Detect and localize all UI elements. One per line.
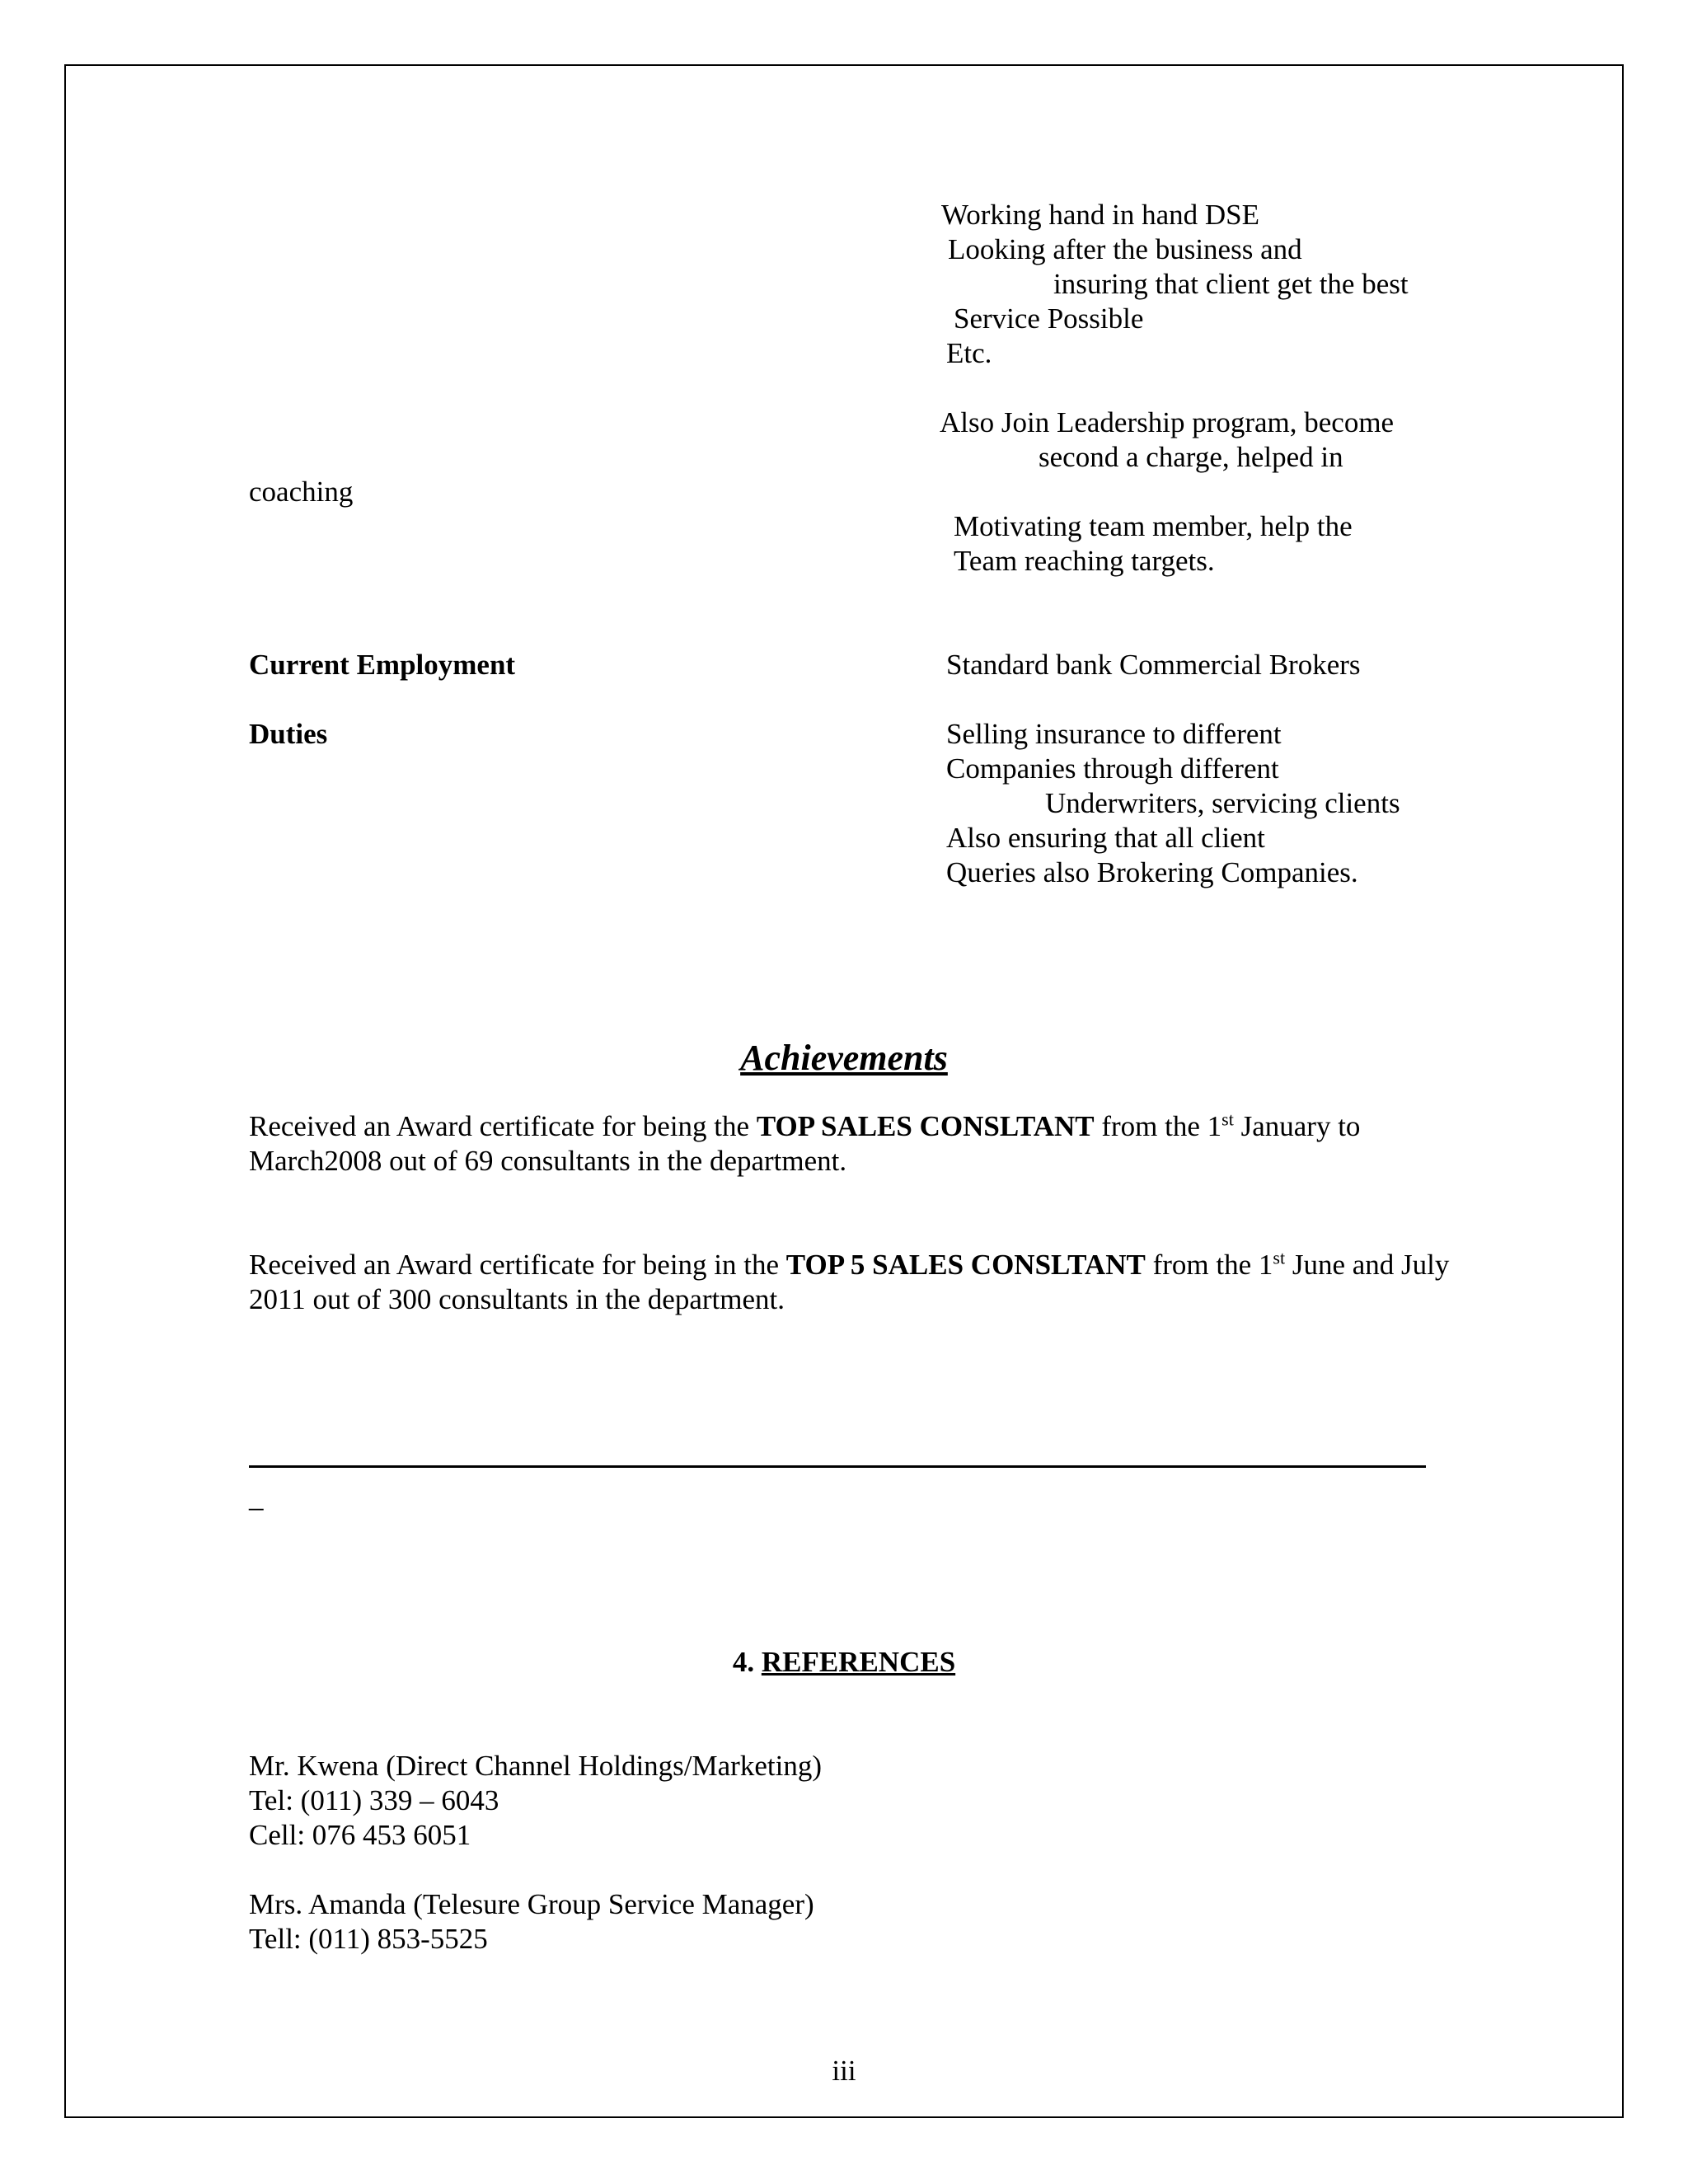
duties-line: Queries also Brokering Companies. bbox=[946, 856, 1358, 888]
achievement-text: June and July 2011 out of 300 consultants in the department. bbox=[249, 1249, 1450, 1315]
experience-line: Looking after the business and bbox=[948, 233, 1302, 265]
employment-label: Current Employment bbox=[249, 649, 516, 681]
experience-line: Working hand in hand DSE bbox=[941, 199, 1260, 231]
section-number: 4. bbox=[732, 1646, 755, 1678]
reference-line: Cell: 076 453 6051 bbox=[249, 1819, 471, 1851]
employment-value: Standard bank Commercial Brokers bbox=[946, 649, 1361, 681]
experience-line: coaching bbox=[249, 476, 354, 508]
achievement-text: from the 1 bbox=[1145, 1249, 1273, 1281]
experience-line: insuring that client get the best bbox=[1053, 268, 1409, 300]
experience-line: Team reaching targets. bbox=[954, 545, 1215, 577]
experience-line: Motivating team member, help the bbox=[954, 510, 1353, 542]
achievement-text: Received an Award certificate for being in the bbox=[249, 1249, 786, 1281]
duties-line: Companies through different bbox=[946, 752, 1279, 785]
page-number: iii bbox=[832, 2055, 856, 2087]
ordinal-suffix: st bbox=[1221, 1108, 1234, 1130]
separator-line bbox=[249, 1465, 1426, 1468]
duties-line: Underwriters, servicing clients bbox=[1045, 787, 1400, 819]
duties-line: Also ensuring that all client bbox=[946, 822, 1265, 854]
section-title: REFERENCES bbox=[761, 1646, 956, 1678]
achievement-text: from the 1 bbox=[1094, 1110, 1222, 1142]
achievement-text: Received an Award certificate for being the bbox=[249, 1110, 757, 1142]
reference-line: Tell: (011) 853-5525 bbox=[249, 1923, 488, 1955]
achievement-item bbox=[249, 1248, 1452, 1317]
achievement-item bbox=[249, 1109, 1452, 1179]
reference-line: Mrs. Amanda (Telesure Group Service Manager) bbox=[249, 1888, 814, 1920]
achievement-text: January to March2008 out of 69 consultants in the department. bbox=[249, 1110, 1361, 1177]
achievements-heading: Achievements bbox=[740, 1038, 948, 1078]
reference-line: Mr. Kwena (Direct Channel Holdings/Marketing) bbox=[249, 1750, 822, 1782]
experience-line: second a charge, helped in bbox=[1039, 441, 1343, 473]
references-heading bbox=[0, 1645, 1688, 1680]
separator-trailing: _ bbox=[249, 1481, 264, 1513]
ordinal-suffix: st bbox=[1273, 1247, 1286, 1268]
achievement-title: TOP SALES CONSLTANT bbox=[756, 1110, 1095, 1142]
experience-line: Also Join Leadership program, become bbox=[940, 406, 1395, 438]
experience-line: Service Possible bbox=[954, 302, 1144, 335]
duties-line: Selling insurance to different bbox=[946, 718, 1282, 750]
achievement-title: TOP 5 SALES CONSLTANT bbox=[785, 1249, 1146, 1281]
reference-line: Tel: (011) 339 – 6043 bbox=[249, 1784, 499, 1816]
experience-line: Etc. bbox=[946, 337, 992, 369]
duties-label: Duties bbox=[249, 718, 328, 750]
